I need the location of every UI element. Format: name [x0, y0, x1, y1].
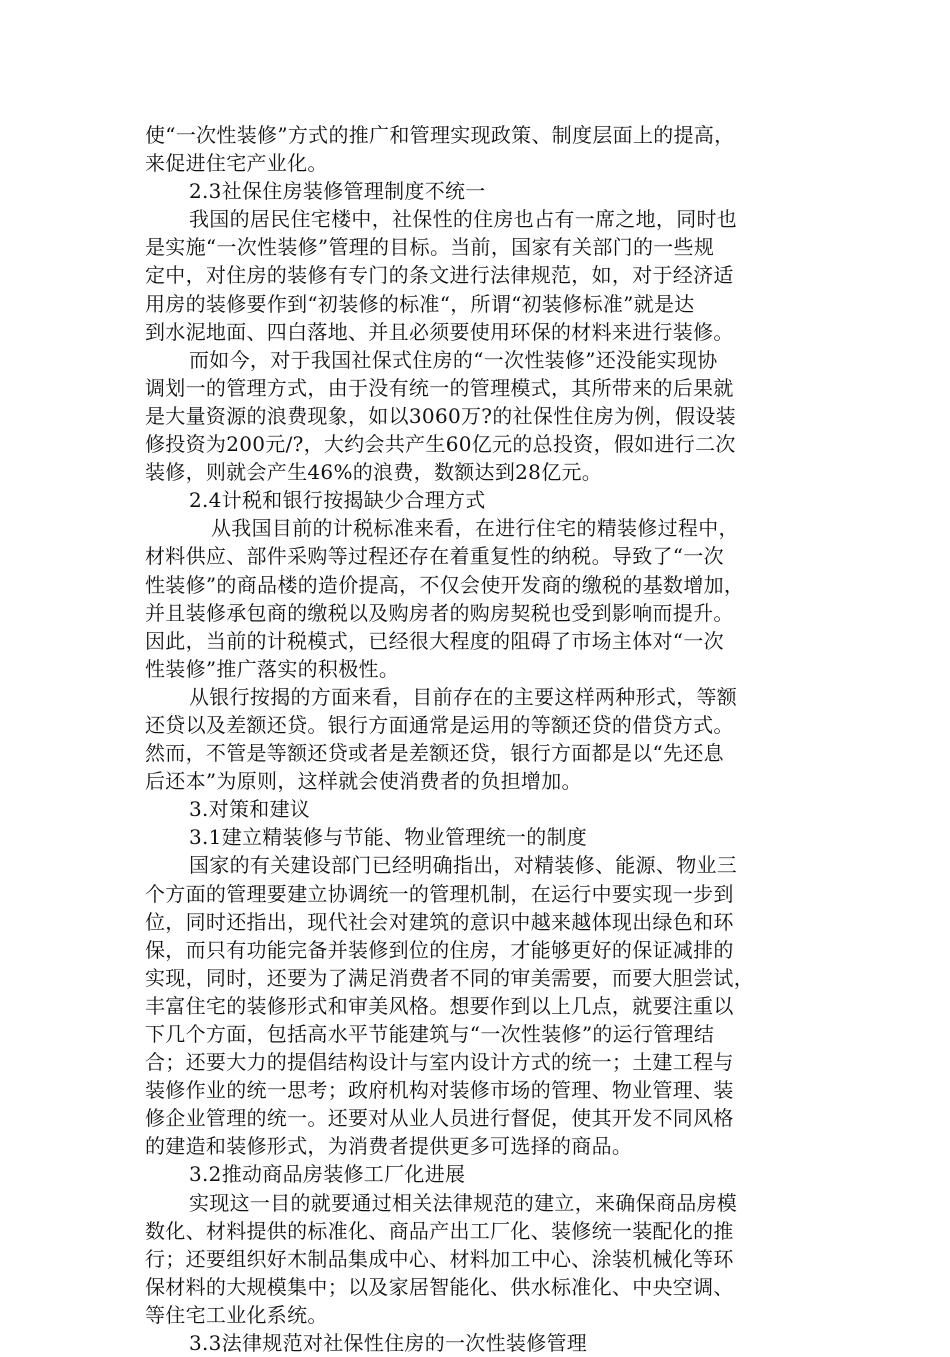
- text-line: 还贷以及差额还贷。银行方面通常是运用的等额还贷的借贷方式。: [145, 712, 734, 737]
- text-line: 从我国目前的计税标准来看，在进行住宅的精装修过程中，: [211, 516, 739, 541]
- text-line: 调划一的管理方式，由于没有统一的管理模式，其所带来的后果就: [145, 375, 734, 400]
- text-line: 因此，当前的计税模式，已经很大程度的阻碍了市场主体对“一次: [145, 628, 724, 653]
- text-line: 后还本”为原则，这样就会使消费者的负担增加。: [145, 769, 582, 794]
- text-line: 2.3社保住房装修管理制度不统一: [189, 179, 486, 204]
- text-line: 3.3法律规范对社保性住房的一次性装修管理: [189, 1331, 588, 1356]
- text-line: 合；还要大力的提倡结构设计与室内设计方式的统一；土建工程与: [145, 1050, 734, 1075]
- text-line: 性装修”推广落实的积极性。: [145, 656, 400, 681]
- text-line: 的建造和装修形式，为消费者提供更多可选择的商品。: [145, 1134, 633, 1159]
- document-page: [145, 121, 805, 1357]
- text-line: 保，而只有功能完备并装修到位的住房，才能够更好的保证减排的: [145, 937, 734, 962]
- text-line: 而如今，对于我国社保式住房的“一次性装修”还没能实现协: [189, 347, 718, 372]
- text-line: 定中，对住房的装修有专门的条文进行法律规范，如，对于经济适: [145, 263, 734, 288]
- text-line: 是实施“一次性装修”管理的目标。当前，国家有关部门的一些规: [145, 235, 715, 260]
- text-line: 实现，同时，还要为了满足消费者不同的审美需要，而要大胆尝试，: [145, 965, 754, 990]
- text-line: 我国的居民住宅楼中，社保性的住房也占有一席之地，同时也: [189, 207, 738, 232]
- text-line: 材料供应、部件采购等过程还存在着重复性的纳税。导致了“一次: [145, 544, 724, 569]
- text-line: 从银行按揭的方面来看，目前存在的主要这样两种形式，等额: [189, 684, 738, 709]
- text-line: 修企业管理的统一。还要对从业人员进行督促，使其开发不同风格: [145, 1106, 734, 1131]
- text-line: 实现这一目的就要通过相关法律规范的建立，来确保商品房模: [189, 1190, 738, 1215]
- text-line: 位，同时还指出，现代社会对建筑的意识中越来越体现出绿色和环: [145, 909, 734, 934]
- text-line: 然而，不管是等额还贷或者是差额还贷，银行方面都是以“先还息: [145, 741, 724, 766]
- text-line: 用房的装修要作到“初装修的标准“，所谓“初装修标准”就是达: [145, 291, 695, 316]
- text-line: 国家的有关建设部门已经明确指出，对精装修、能源、物业三: [189, 853, 738, 878]
- text-line: 装修，则就会产生46%的浪费，数额达到28亿元。: [145, 460, 603, 485]
- text-line: 3.对策和建议: [189, 797, 311, 822]
- text-line: 等住宅工业化系统。: [145, 1302, 328, 1327]
- text-line: 下几个方面，包括高水平节能建筑与“一次性装修”的运行管理结: [145, 1022, 715, 1046]
- text-line: 装修作业的统一思考；政府机构对装修市场的管理、物业管理、装: [145, 1078, 734, 1103]
- text-line: 3.2推动商品房装修工厂化进展: [189, 1162, 466, 1187]
- text-line: 并且装修承包商的缴税以及购房者的购房契税也受到影响而提升。: [145, 600, 734, 625]
- text-line: 3.1建立精装修与节能、物业管理统一的制度: [189, 825, 588, 850]
- text-line: 2.4计税和银行按揭缺少合理方式: [189, 488, 486, 513]
- text-line: 修投资为200元/?，大约会共产生60亿元的总投资，假如进行二次: [145, 432, 736, 457]
- text-line: 使“一次性装修”方式的推广和管理实现政策、制度层面上的提高，: [145, 123, 735, 147]
- text-line: 到水泥地面、四白落地、并且必须要使用环保的材料来进行装修。: [145, 319, 734, 344]
- text-line: 是大量资源的浪费现象，如以3060万?的社保性住房为例，假设装: [145, 403, 736, 428]
- text-line: 数化、材料提供的标准化、商品产出工厂化、装修统一装配化的推: [145, 1218, 734, 1243]
- text-line: 保材料的大规模集中；以及家居智能化、供水标准化、中央空调、: [145, 1274, 734, 1299]
- text-line: 行；还要组织好木制品集成中心、材料加工中心、涂装机械化等环: [145, 1246, 734, 1271]
- text-line: 个方面的管理要建立协调统一的管理机制，在运行中要实现一步到: [145, 881, 734, 906]
- text-line: 来促进住宅产业化。: [145, 151, 328, 176]
- text-line: 丰富住宅的装修形式和审美风格。想要作到以上几点，就要注重以: [145, 993, 734, 1018]
- text-line: 性装修”的商品楼的造价提高，不仅会使开发商的缴税的基数增加，: [145, 572, 745, 597]
